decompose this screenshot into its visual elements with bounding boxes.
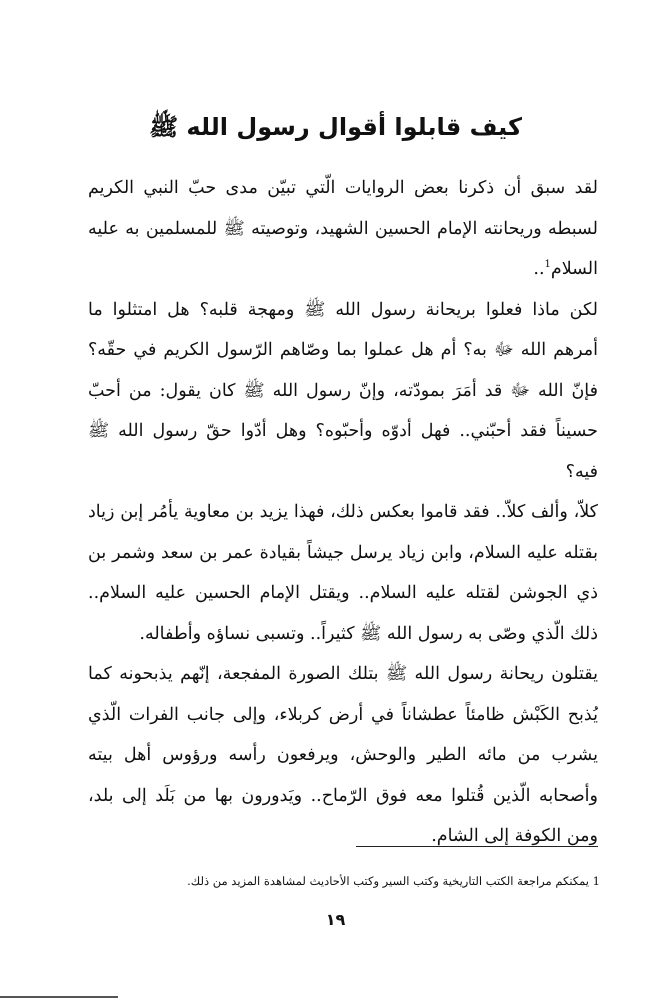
paragraph-2: لكن ماذا فعلوا بريحانة رسول الله ﷺ ومهجة قلبه؟ هل امتثلوا ما أمرهم الله ﷻ به؟ أم هل عملوا بما وصّاهم الرّسول الكريم في حقّه؟ فإنّ الله ﷻ قد أمَرَ بمودّته، وإنّ رسول الله ﷺ كان يقول: من أحبّ حسيناً فقد أحبّني.. فهل أدوّه وأحبّوه؟ وهل أدّوا حقّ رسول الله ﷺ فيه؟ <box>88 299 598 482</box>
paragraph-4: يقتلون ريحانة رسول الله ﷺ بتلك الصورة المفجعة، إنّهم يذبحونه كما يُذبح الكَبْش ظامئاً عطشاناً في أرض كربلاء، وإلى جانب الفرات الّذي يشرب من مائه الطير والوحش، ويرفعون رأسه ورؤوس أهل بيته وأصحابه الّذين قُتلوا معه فوق الرّماح.. ويَدورون بها من بَلَد إلى بلد، ومن الكوفة إلى الشام. <box>88 664 598 846</box>
page-title: كيف قابلوا أقوال رسول الله ﷺ <box>149 113 522 141</box>
footnote-number: 1 <box>592 874 600 888</box>
paragraph-1: لقد سبق أن ذكرنا بعض الروايات الّتي تبيّن مدى حبّ النبي الكريم لسبطه وريحانته الإمام الحسين الشهيد، وتوصيته ﷺ للمسلمين به عليه السلام$^1$.. <box>88 178 598 279</box>
paragraph-3: كلاّ، وألف كلاّ.. فقد قاموا بعكس ذلك، فهذا يزيد بن معاوية يأمُر إبن زياد بقتله عليه السلام، وابن زياد يرسل جيشاً بقيادة عمر بن سعد وشمر بن ذي الجوشن لقتله عليه السلام.. ويقتل الإمام الحسين عليه السلام.. ذلك الّذي وصّى به رسول الله ﷺ كثيراً.. وتسبى نساؤه وأطفاله. <box>88 502 598 644</box>
footnote-text: يمكنكم مراجعة الكتب التاريخية وكتب السير وكتب الأحاديث لمشاهدة المزيد من ذلك. <box>187 874 590 888</box>
footnote <box>88 872 600 890</box>
footnote-marker: 1 <box>544 259 551 271</box>
body-text <box>88 168 598 857</box>
paragraph-1-text: لقد سبق أن ذكرنا بعض الروايات الّتي تبيّن مدى حبّ النبي الكريم لسبطه وريحانته الإمام الحسين الشهيد، وتوصيته ﷺ للمسلمين به عليه السلام <box>88 178 598 279</box>
page-number: ١٩ <box>325 910 346 929</box>
bottom-edge-line <box>0 996 118 998</box>
footnote-divider <box>356 846 598 847</box>
